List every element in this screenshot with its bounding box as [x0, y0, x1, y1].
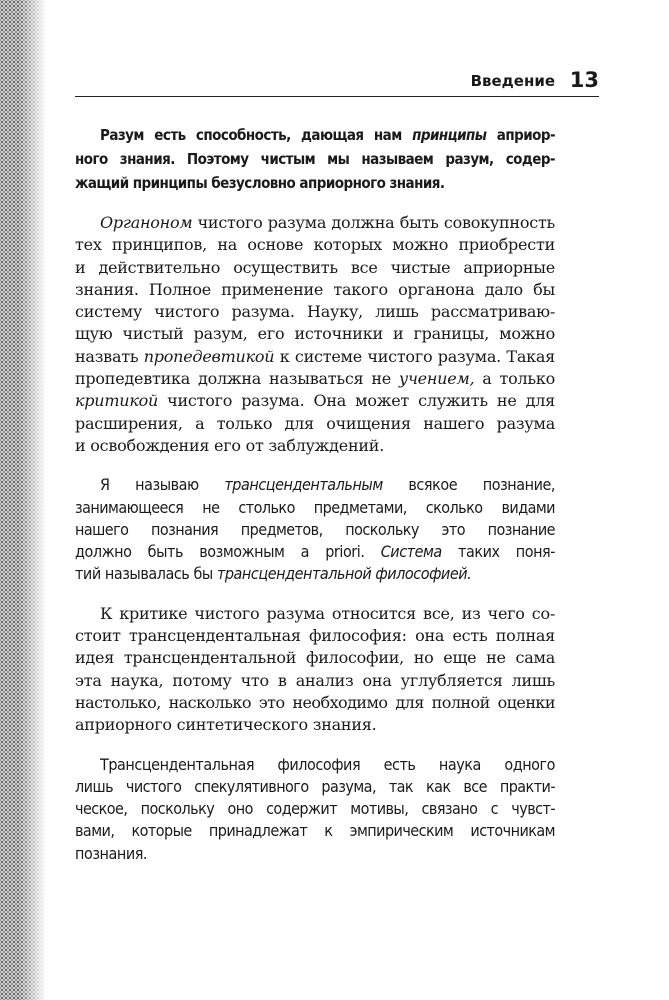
text-line: познания.: [75, 843, 148, 863]
text-line: ного знания. Поэтому чистым мы называем разум, содер-: [75, 150, 555, 168]
page-scan-edge: [0, 0, 46, 1000]
text-line: тий называлась бы трансцендентальной философией.: [75, 564, 472, 584]
text-line: Я называю трансцендентальным всякое познание,: [100, 475, 555, 495]
text-line: расширения, а только для очищения нашего разума: [75, 413, 555, 433]
text-line: К критике чистого разума относится все, из чего со-: [100, 603, 555, 623]
text-line: Разум есть способность, дающая нам принципы априор-: [100, 126, 556, 144]
text-line: систему чистого разума. Науку, лишь рассматриваю-: [75, 302, 555, 322]
emphasis: трансцендентальной философией.: [216, 564, 472, 584]
emphasis: Система: [380, 542, 442, 562]
text-line: вами, которые принадлежат к эмпирическим источникам: [75, 821, 555, 841]
paragraph-transcendental: [75, 474, 555, 585]
emphasis: Органоном: [100, 213, 193, 232]
text-line: стоит трансцендентальная философия: она есть полная: [75, 626, 555, 646]
emphasis: трансцендентальным: [224, 475, 383, 495]
text-line: эта наука, потому что в анализ она углубляется лишь: [75, 670, 555, 690]
text-line: тех принципов, на основе которых можно приобрести: [75, 235, 555, 255]
text-line: занимающееся не столько предметами, сколько видами: [75, 497, 555, 517]
text-line: лишь чистого спекулятивного разума, так как все практи-: [75, 776, 555, 796]
text-line: назвать пропедевтикой к системе чистого разума. Такая: [75, 346, 556, 366]
page-number: 13: [569, 68, 599, 92]
text-line: жащий принципы безусловно априорного знания.: [75, 174, 445, 192]
emphasis: критикой: [75, 391, 159, 411]
text-line: должно быть возможным a priori. Система таких поня-: [75, 542, 556, 562]
emphasis: принципы: [412, 126, 487, 144]
text-line: идея трансцендентальной философии, но еще не сама: [75, 648, 555, 668]
running-header: [75, 62, 599, 97]
text-line: пропедевтика должна называться не учением, а только: [75, 369, 555, 389]
paragraph-organon: [75, 212, 555, 457]
emphasis: учением,: [398, 369, 475, 389]
page-body: [75, 123, 555, 865]
paragraph-speculative: [75, 754, 555, 865]
text-line: априорного синтетического знания.: [75, 715, 377, 735]
paragraph-critique: [75, 603, 555, 737]
section-title: Введение: [470, 72, 555, 90]
text-line: щую чистый разум, его источники и границы, можно: [75, 324, 555, 344]
text-line: ческое, поскольку оно содержит мотивы, связано с чувст-: [75, 799, 555, 819]
text-line: критикой чистого разума. Она может служить не для: [75, 391, 555, 411]
text-line: знания. Полное применение такого органона дало бы: [75, 279, 555, 299]
lead-paragraph: [75, 123, 555, 195]
text-line: и освобождения его от заблуждений.: [75, 435, 385, 455]
text-line: Органоном чистого разума должна быть совокупность: [100, 213, 555, 232]
text-line: и действительно осуществить все чистые априорные: [75, 257, 555, 277]
text-line: нашего познания предметов, поскольку это познание: [75, 519, 555, 539]
emphasis: пропедевтикой: [143, 346, 275, 366]
text-line: Трансцендентальная философия есть наука одного: [100, 754, 555, 774]
text-line: настолько, насколько это необходимо для полной оценки: [75, 692, 555, 712]
